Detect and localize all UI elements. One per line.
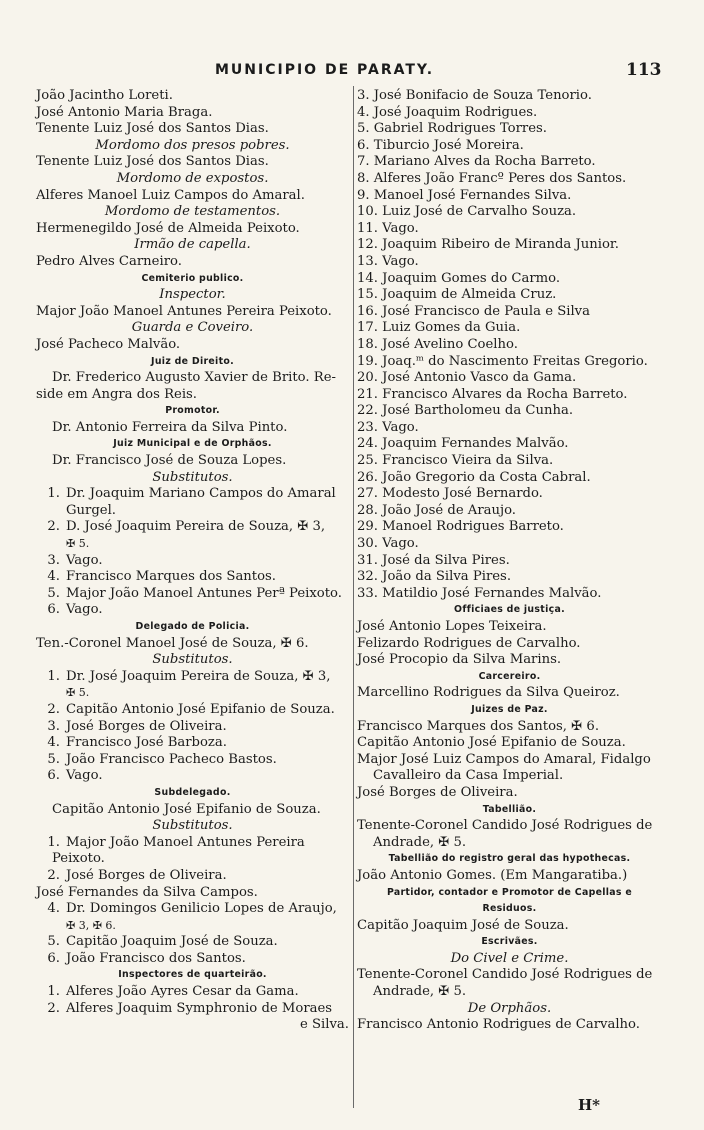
list-item: [36, 569, 349, 586]
list-item: Tenente Luiz José dos Santos Dias.: [36, 121, 269, 137]
list-item: Andrade, ✠ 5.: [373, 984, 467, 1000]
right-column: [357, 88, 662, 1034]
list-item: 23. Vago.: [357, 419, 419, 435]
list-item: 25. Francisco Vieira da Silva.: [357, 453, 554, 469]
role-title: Irmão de capella.: [134, 237, 251, 253]
item-number: 1.: [47, 984, 60, 1000]
item-text: Alferes João Ayres Cesar da Gama.: [66, 984, 299, 1000]
list-item: 29. Manoel Rodrigues Barreto.: [357, 519, 564, 535]
list-item: Marcellino Rodrigues da Silva Queiroz.: [357, 685, 620, 701]
item-number: 2.: [47, 867, 60, 883]
item-number: 6.: [47, 950, 60, 966]
item-text: Vago.: [66, 552, 103, 568]
list-item: Tenente-Coronel Candido José Rodrigues de: [357, 818, 653, 834]
section-heading: Cemiterio publico.: [141, 272, 244, 284]
section-heading: Carcereiro.: [478, 670, 541, 682]
list-item: Capitão Antonio José Epifanio de Souza.: [357, 735, 626, 751]
item-text: Major João Manoel Antunes Pereira: [66, 834, 305, 850]
list-item: [36, 835, 349, 852]
list-item: [36, 735, 349, 752]
role-title: Mordomo de testamentos.: [104, 204, 281, 220]
list-item: Pedro Alves Carneiro.: [36, 253, 182, 269]
list-item: [36, 934, 349, 951]
section-heading: Juiz Municipal e de Orphãos.: [113, 438, 272, 450]
decoration-mark: ✠ 5.: [66, 686, 90, 700]
role-title: Substitutos.: [152, 818, 233, 834]
list-item: [36, 719, 349, 736]
section-heading: Officiaes de justiça.: [454, 604, 565, 616]
list-item: José Borges de Oliveira.: [357, 784, 518, 800]
item-text: D. José Joaquim Pereira de Souza, ✠ 3,: [66, 519, 326, 535]
list-item: [36, 901, 349, 918]
list-item: José Pacheco Malvão.: [36, 336, 181, 352]
item-number: 2.: [47, 1000, 60, 1016]
list-item: 15. Joaquim de Almeida Cruz.: [357, 287, 557, 303]
item-number: 3.: [47, 718, 60, 734]
list-item: Dr. Francisco José de Souza Lopes.: [52, 453, 287, 469]
list-item: 27. Modesto José Bernardo.: [357, 486, 543, 502]
list-item: 19. Joaq.ᵐ do Nascimento Freitas Gregorio.: [357, 353, 648, 369]
item-number: 5.: [47, 934, 60, 950]
list-item: 3. José Bonifacio de Souza Tenorio.: [357, 88, 592, 103]
list-item: [36, 519, 349, 536]
item-text: Dr. Domingos Genilicio Lopes de Araujo,: [66, 901, 337, 917]
list-item: 21. Francisco Alvares da Rocha Barreto.: [357, 386, 628, 402]
item-text: João Francisco Pacheco Bastos.: [66, 751, 277, 767]
item-text: Francisco José Barboza.: [66, 735, 227, 751]
list-item: 22. José Bartholomeu da Cunha.: [357, 403, 574, 419]
item-text: Dr. José Joaquim Pereira de Souza, ✠ 3,: [66, 668, 331, 684]
item-text: Vago.: [66, 602, 103, 618]
role-title: Mordomo de expostos.: [116, 170, 269, 186]
column-divider: [353, 86, 354, 1108]
section-heading: Residuos.: [482, 903, 537, 915]
list-item: 11. Vago.: [357, 220, 419, 236]
list-item: Tenente Luiz José dos Santos Dias.: [36, 154, 269, 170]
role-title: Do Civel e Crime.: [450, 950, 569, 966]
item-text: Capitão Antonio José Epifanio de Souza.: [66, 701, 335, 717]
list-item: 16. José Francisco de Paula e Silva: [357, 303, 590, 319]
list-item: 20. José Antonio Vasco da Gama.: [357, 370, 577, 386]
item-text: Dr. Joaquim Mariano Campos do Amaral: [66, 486, 336, 502]
list-item: 12. Joaquim Ribeiro de Miranda Junior.: [357, 237, 619, 253]
list-item: 7. Mariano Alves da Rocha Barreto.: [357, 154, 596, 170]
list-item: [36, 486, 349, 503]
list-item: [36, 868, 349, 885]
section-heading: Promotor.: [165, 405, 220, 417]
section-heading: Subdelegado.: [154, 786, 231, 798]
list-item: Francisco Antonio Rodrigues de Carvalho.: [357, 1017, 640, 1033]
list-item: 24. Joaquim Fernandes Malvão.: [357, 436, 569, 452]
list-item: José Fernandes da Silva Campos.: [36, 884, 258, 900]
list-item: [36, 951, 349, 968]
list-item: 5. Gabriel Rodrigues Torres.: [357, 121, 547, 137]
list-item: Alferes Manoel Luiz Campos do Amaral.: [36, 187, 305, 203]
list-item: 26. João Gregorio da Costa Cabral.: [357, 469, 591, 485]
role-title: Mordomo dos presos pobres.: [95, 137, 290, 153]
list-item: 31. José da Silva Pires.: [357, 552, 510, 568]
list-item: Hermenegildo José de Almeida Peixoto.: [36, 220, 300, 236]
list-item: João Antonio Gomes. (Em Mangaratiba.): [357, 867, 628, 883]
list-item: 18. José Avelino Coelho.: [357, 336, 518, 352]
item-number: 4.: [47, 901, 60, 917]
item-number: 5.: [47, 751, 60, 767]
list-item: Felizardo Rodrigues de Carvalho.: [357, 635, 581, 651]
decoration-mark: ✠ 3, ✠ 6.: [66, 918, 116, 932]
list-item: José Antonio Lopes Teixeira.: [357, 619, 547, 634]
list-item: Cavalleiro da Casa Imperial.: [373, 768, 564, 784]
list-item: 6. Tiburcio José Moreira.: [357, 137, 524, 153]
item-text: Vago.: [66, 768, 103, 784]
list-item: 17. Luiz Gomes da Guia.: [357, 320, 521, 336]
list-item: 4. José Joaquim Rodrigues.: [357, 104, 538, 120]
left-column: [36, 88, 349, 1034]
item-text: Francisco Marques dos Santos.: [66, 569, 276, 585]
item-number: 3.: [47, 552, 60, 568]
section-heading: Tabellião do registro geral das hypothecas.: [388, 853, 631, 865]
section-heading: Juizes de Paz.: [471, 703, 548, 715]
item-number: 1.: [47, 834, 60, 850]
list-item: 14. Joaquim Gomes do Carmo.: [357, 270, 561, 286]
list-item: Major José Luiz Campos do Amaral, Fidalgo: [357, 751, 651, 767]
list-item: 32. João da Silva Pires.: [357, 569, 512, 585]
list-item: Capitão Antonio José Epifanio de Souza.: [52, 801, 321, 817]
list-item: José Antonio Maria Braga.: [36, 104, 213, 120]
item-number: 2.: [47, 519, 60, 535]
list-item: Ten.-Coronel Manoel José de Souza, ✠ 6.: [36, 635, 309, 651]
item-text: João Francisco dos Santos.: [66, 950, 246, 966]
section-heading: Escrivães.: [481, 936, 538, 948]
list-item: José Procopio da Silva Marins.: [357, 652, 562, 668]
item-number: 4.: [47, 735, 60, 751]
list-item: 9. Manoel José Fernandes Silva.: [357, 187, 572, 203]
item-number: 6.: [47, 768, 60, 784]
section-heading: Tabellião.: [482, 803, 537, 815]
list-item: [36, 702, 349, 719]
list-item: Francisco Marques dos Santos, ✠ 6.: [357, 718, 600, 734]
list-item: Dr. Frederico Augusto Xavier de Brito. Re-: [52, 370, 336, 386]
list-item: Dr. Antonio Ferreira da Silva Pinto.: [52, 419, 288, 435]
list-item: [36, 602, 349, 619]
role-title: Guarda e Coveiro.: [131, 320, 254, 336]
list-item: Tenente-Coronel Candido José Rodrigues de: [357, 967, 653, 983]
list-item: 30. Vago.: [357, 536, 419, 552]
item-text: Alferes Joaquim Symphronio de Moraes: [66, 1000, 333, 1016]
section-heading: Delegado de Policia.: [135, 621, 250, 632]
list-item: Major João Manoel Antunes Pereira Peixoto.: [36, 303, 332, 319]
list-item: 28. João José de Araujo.: [357, 502, 516, 518]
page-number: 113: [626, 60, 662, 80]
list-item: [36, 1001, 349, 1018]
section-heading: Inspectores de quarteirão.: [118, 969, 267, 981]
page-title: MUNICIPIO DE PARATY.: [215, 62, 435, 78]
list-item: Gurgel.: [66, 502, 116, 518]
list-item: [36, 586, 349, 603]
list-item: 13. Vago.: [357, 253, 419, 269]
list-item: Andrade, ✠ 5.: [373, 834, 467, 850]
list-item: [36, 984, 349, 1001]
item-text: Capitão Joaquim José de Souza.: [66, 934, 278, 950]
list-item: Capitão Joaquim José de Souza.: [357, 917, 569, 933]
list-item: side em Angra dos Reis.: [36, 386, 197, 402]
item-text: José Borges de Oliveira.: [66, 718, 227, 734]
list-item: Peixoto.: [52, 851, 105, 867]
list-item: [36, 553, 349, 570]
item-number: 1.: [47, 668, 60, 684]
section-heading: Juiz de Direito.: [151, 355, 234, 367]
item-text: José Borges de Oliveira.: [66, 867, 227, 883]
list-item: e Silva.: [300, 1017, 349, 1033]
role-title: Inspector.: [159, 287, 226, 303]
list-item: [36, 752, 349, 769]
item-text: Major João Manoel Antunes Perª Peixoto.: [66, 585, 342, 601]
item-number: 2.: [47, 701, 60, 717]
role-title: De Orphãos.: [467, 1000, 552, 1016]
list-item: 10. Luiz José de Carvalho Souza.: [357, 204, 577, 220]
item-number: 1.: [47, 486, 60, 502]
list-item: [36, 768, 349, 785]
item-number: 6.: [47, 602, 60, 618]
list-item: 33. Matildio José Fernandes Malvão.: [357, 585, 602, 601]
page-header: [0, 62, 704, 84]
list-item: [36, 669, 349, 686]
role-title: Substitutos.: [152, 652, 233, 668]
list-item: 8. Alferes João Francº Peres dos Santos.: [357, 170, 627, 186]
list-item: João Jacintho Loreti.: [36, 88, 173, 103]
role-title: Substitutos.: [152, 469, 233, 485]
section-heading: Partidor, contador e Promotor de Capellas e: [386, 886, 633, 898]
signature-mark: H*: [578, 1096, 601, 1114]
item-number: 4.: [47, 569, 60, 585]
decoration-mark: ✠ 5.: [66, 537, 90, 551]
item-number: 5.: [47, 585, 60, 601]
